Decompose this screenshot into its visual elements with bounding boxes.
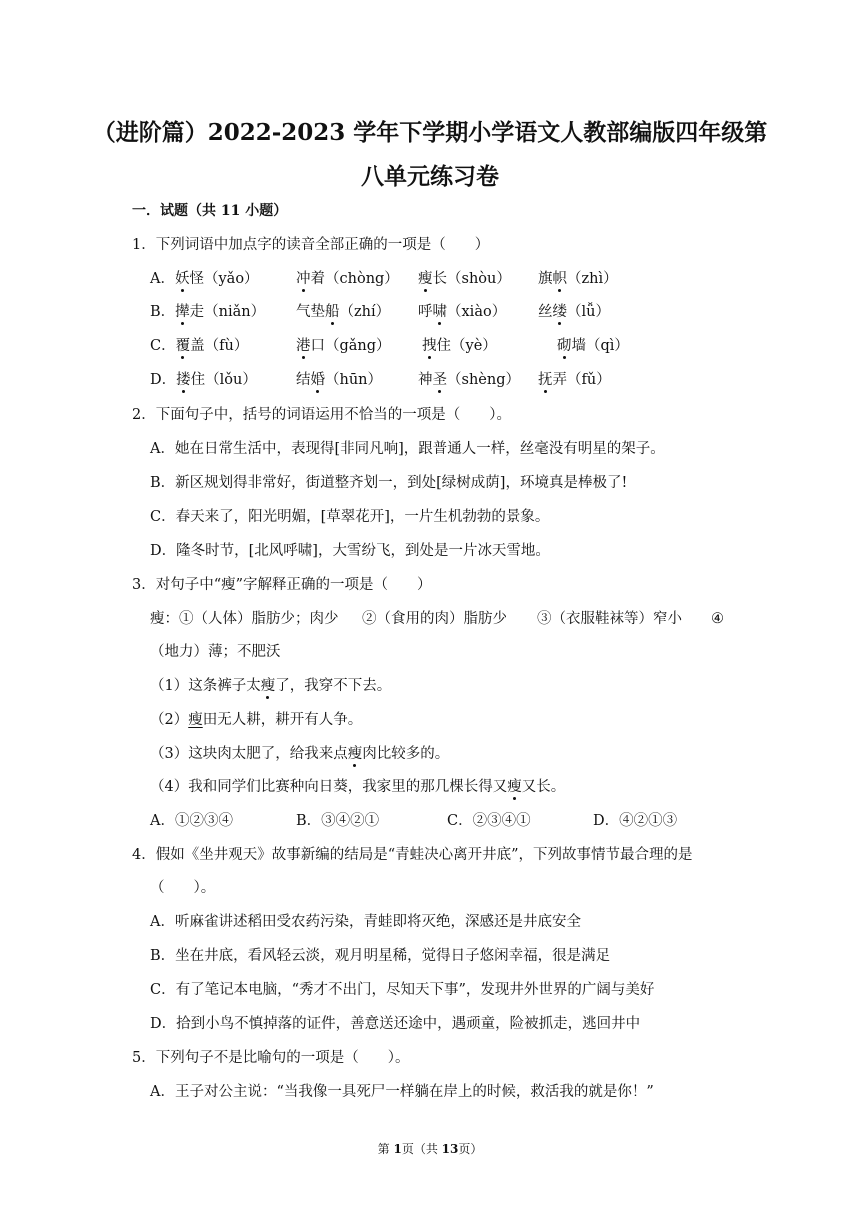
word-suffix-pinyin: （xiào）: [447, 304, 507, 320]
footer-text-mid: 页（共: [401, 1142, 442, 1156]
dotted-character: 帜: [552, 271, 567, 287]
word-prefix: 结: [296, 372, 311, 388]
word-suffix-pinyin: （lǚ）: [567, 304, 610, 320]
word-suffix-pinyin: 墙（qì）: [571, 338, 629, 354]
word-suffix-pinyin: 弄（fǔ）: [552, 372, 611, 388]
document-title-line-1: （进阶篇）2022-2023 学年下学期小学语文人教部编版四年级第: [92, 119, 768, 146]
marked-character: 瘦: [188, 712, 203, 728]
question-3-stem: 3．对句子中“瘦”字解释正确的一项是（ ）: [132, 577, 432, 593]
question-4-option-a: A．听麻雀讲述稻田受农药污染，青蛙即将灭绝，深感还是井底安全: [150, 914, 581, 930]
dotted-character: 瘦: [418, 271, 433, 287]
page-number: 1: [393, 1142, 402, 1156]
word-prefix: 气垫: [296, 304, 325, 320]
word-suffix-pinyin: 长（shòu）: [432, 271, 511, 287]
word-prefix: 旗: [538, 271, 553, 287]
dotted-character: 抚: [538, 372, 553, 388]
question-1-option-d-word-2: [296, 370, 382, 390]
question-3-sentence-4: [150, 777, 565, 797]
question-3-answer-d: D．④②①③: [593, 813, 678, 829]
footer-text-post: 页）: [458, 1142, 483, 1156]
question-5-stem: 5．下列句子不是比喻句的一项是（ ）。: [132, 1050, 410, 1066]
sentence-text-after: 田无人耕，耕开有人争。: [202, 712, 363, 728]
page-footer: [0, 1140, 860, 1157]
word-prefix: A．: [150, 271, 175, 287]
dotted-character: 婚: [310, 372, 325, 388]
question-1-option-a-word-1: [150, 269, 259, 289]
question-4-stem-continued: （ ）。: [150, 880, 216, 896]
question-3-sentence-1: [150, 676, 391, 696]
question-4-stem: 4．假如《坐井观天》故事新编的结局是“青蛙决心离开井底”，下列故事情节最合理的是: [132, 847, 693, 863]
question-1-option-b-word-2: [296, 302, 390, 322]
word-prefix: B．: [150, 304, 176, 320]
question-2-option-b: B．新区规划得非常好，街道整齐划一，到处[绿树成荫]，环境真是棒极了!: [150, 475, 628, 491]
question-1-option-b-word-3: [418, 302, 506, 322]
sentence-text-after: 又长。: [521, 779, 566, 795]
word-suffix-pinyin: 怪（yǎo）: [189, 271, 259, 287]
question-2-option-d: D．隆冬时节，[北风呼啸]，大雪纷飞，到处是一片冰天雪地。: [150, 543, 550, 559]
question-1-option-a-word-3: [418, 269, 511, 289]
question-1-option-a-word-2: [296, 269, 399, 289]
question-4-option-c: C．有了笔记本电脑，“秀才不出门，尽知天下事”，发现井外世界的广阔与美好: [150, 982, 655, 998]
question-1-option-c-word-3: [422, 336, 497, 356]
question-3-definition-4: （地力）薄；不肥沃: [150, 644, 281, 660]
question-2-option-a: A．她在日常生活中，表现得[非同凡响]，跟普通人一样，丝毫没有明星的架子。: [150, 441, 665, 457]
question-4-option-d: D．拾到小鸟不慎掉落的证件，善意送还途中，遇顽童，险被抓走，逃回井中: [150, 1016, 641, 1032]
word-suffix-pinyin: 住（yè）: [436, 338, 497, 354]
section-heading: 一．试题（共 11 小题）: [132, 203, 288, 219]
dotted-character: 港: [296, 338, 311, 354]
total-pages: 13: [441, 1142, 459, 1156]
word-prefix: C．: [150, 338, 176, 354]
word-suffix-pinyin: 口（gǎng）: [310, 338, 391, 354]
footer-text-pre: 第: [377, 1142, 394, 1156]
word-suffix-pinyin: （zhì）: [567, 271, 618, 287]
word-prefix: 呼: [418, 304, 433, 320]
question-1-option-d-word-1: [150, 370, 257, 390]
question-1-option-b-word-4: [538, 302, 610, 322]
question-3-sentence-2: [150, 710, 362, 730]
word-suffix-pinyin: 盖（fù）: [190, 338, 249, 354]
question-1-option-b-word-1: [150, 302, 265, 322]
dotted-character: 覆: [175, 338, 191, 354]
question-3-sentence-3: [150, 744, 449, 764]
word-suffix-pinyin: （zhí）: [339, 304, 391, 320]
dotted-character: 圣: [432, 372, 447, 388]
marked-character: 瘦: [347, 746, 363, 762]
question-3-definition-4-marker: ④: [711, 611, 724, 627]
question-2-option-c: C．春天来了，阳光明媚，[草翠花开]，一片生机勃勃的景象。: [150, 509, 550, 525]
sentence-text-after: 了，我穿不下去。: [275, 678, 392, 694]
question-1-option-c-word-1: [150, 336, 248, 356]
question-3-definition-3: ③（衣服鞋袜等）窄小: [537, 611, 682, 627]
marked-character: 瘦: [260, 678, 276, 694]
word-suffix-pinyin: （hūn）: [325, 372, 383, 388]
question-1-option-c-word-2: [296, 336, 391, 356]
word-prefix: 神: [418, 372, 433, 388]
dotted-character: 冲: [296, 271, 311, 287]
document-title-line-2: 八单元练习卷: [361, 163, 499, 190]
question-3-definition-2: ②（食用的肉）脂肪少: [362, 611, 507, 627]
word-suffix-pinyin: 着（chòng）: [310, 271, 399, 287]
dotted-character: 撵: [175, 304, 190, 320]
sentence-text-before: （3）这块肉太肥了，给我来点: [150, 746, 348, 762]
word-suffix-pinyin: 走（niǎn）: [189, 304, 266, 320]
sentence-text-after: 肉比较多的。: [362, 746, 450, 762]
word-suffix-pinyin: （shèng）: [447, 372, 520, 388]
dotted-character: 啸: [432, 304, 447, 320]
question-1-option-a-word-4: [538, 269, 618, 289]
dotted-character: 妖: [174, 271, 190, 287]
question-1-option-d-word-3: [418, 370, 520, 390]
word-suffix-pinyin: 住（lǒu）: [190, 372, 257, 388]
question-3-definition-1: 瘦：①（人体）脂肪少；肉少: [150, 611, 339, 627]
question-1-stem: 1．下列词语中加点字的读音全部正确的一项是（ ）: [132, 237, 490, 253]
question-1-option-d-word-4: [538, 370, 611, 390]
dotted-character: 缕: [552, 304, 567, 320]
sentence-text-before: （2）: [150, 712, 189, 728]
question-3-answer-b: B．③④②①: [296, 813, 380, 829]
word-prefix: 丝: [538, 304, 553, 320]
question-3-answer-c: C．②③④①: [447, 813, 531, 829]
word-prefix: D．: [150, 372, 177, 388]
question-2-stem: 2．下面句子中，括号的词语运用不恰当的一项是（ ）。: [132, 407, 511, 423]
question-4-option-b: B．坐在井底，看风轻云淡，观月明星稀，觉得日子悠闲幸福，很是满足: [150, 948, 611, 964]
dotted-character: 拽: [422, 338, 437, 354]
dotted-character: 船: [325, 304, 340, 320]
sentence-text-before: （4）我和同学们比赛种向日葵，我家里的那几棵长得又: [150, 779, 508, 795]
sentence-text-before: （1）这条裤子太: [150, 678, 261, 694]
dotted-character: 砌: [557, 338, 572, 354]
question-5-option-a: A．王子对公主说：“当我像一具死尸一样躺在岸上的时候，救活我的就是你！”: [150, 1084, 654, 1100]
question-1-option-c-word-4: [557, 336, 629, 356]
dotted-character: 搂: [176, 372, 191, 388]
question-3-answer-a: A．①②③④: [150, 813, 233, 829]
marked-character: 瘦: [507, 779, 522, 795]
